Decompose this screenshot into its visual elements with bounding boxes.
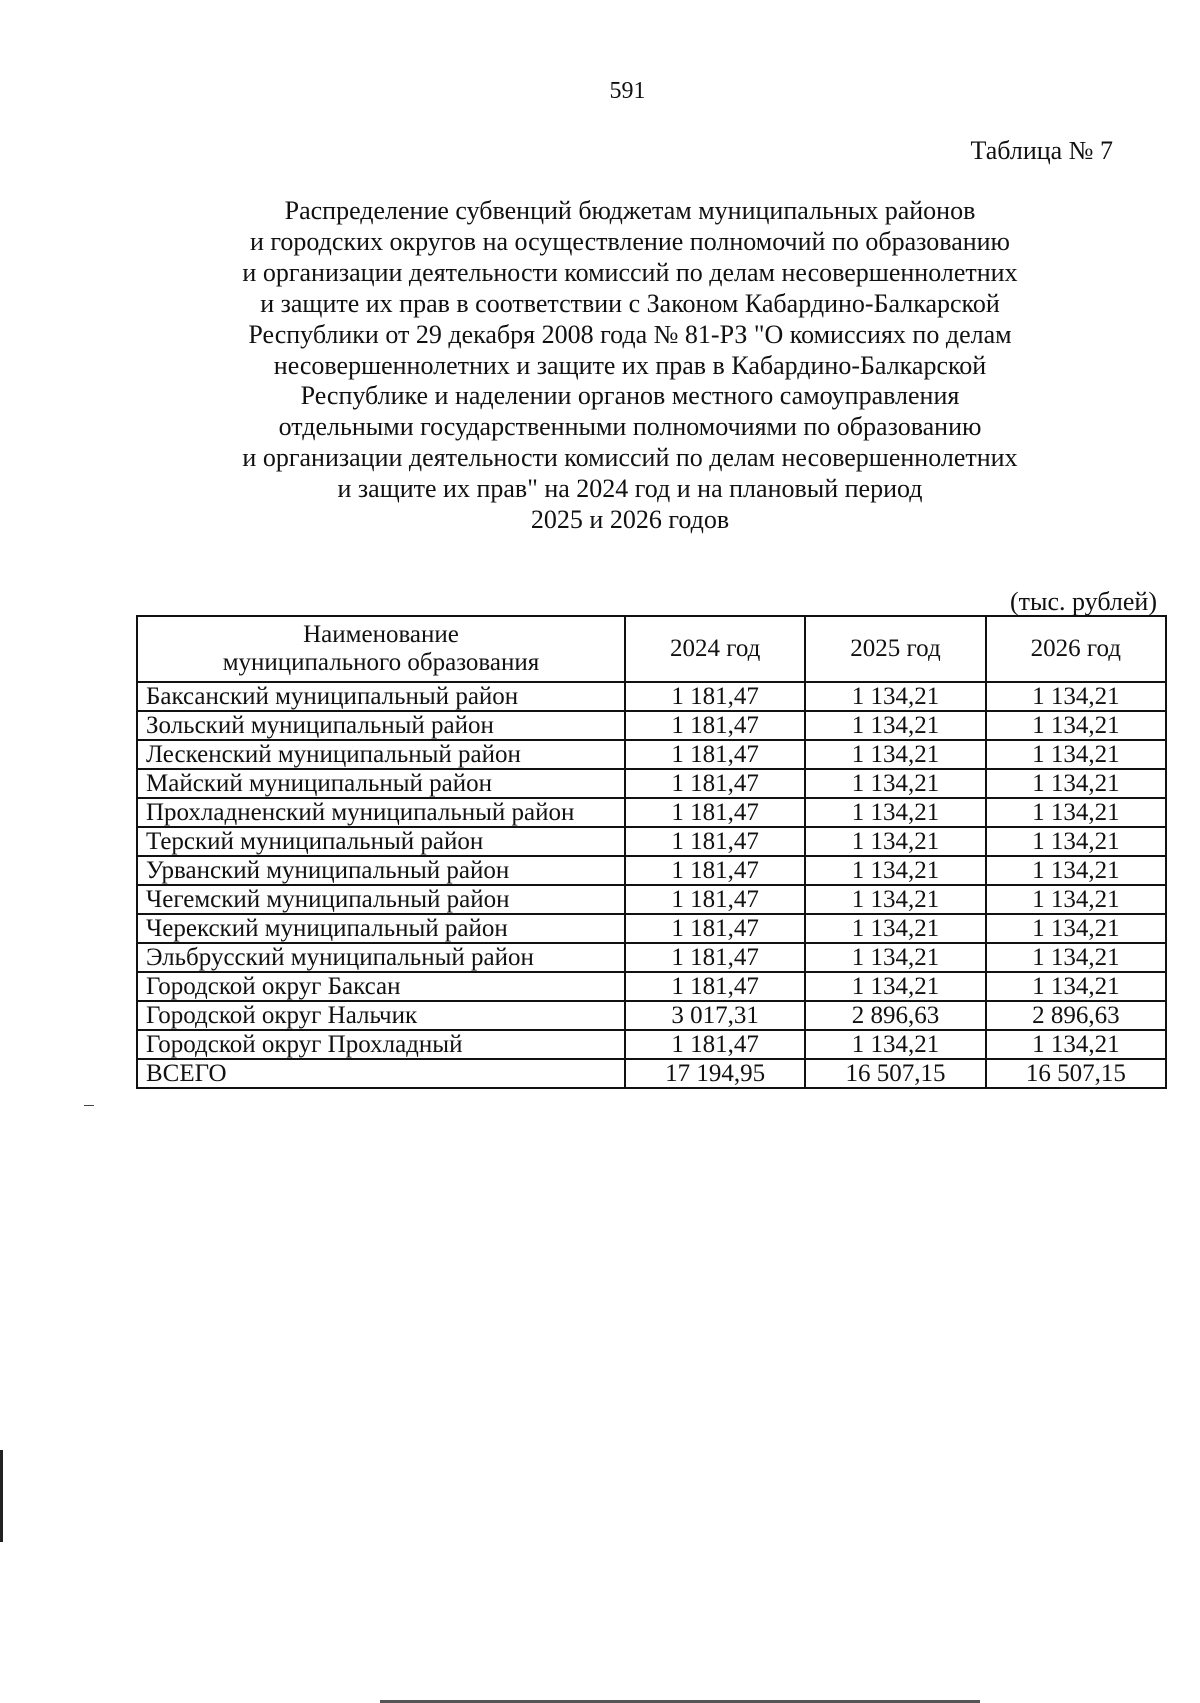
table-row <box>137 914 1166 943</box>
row-2025: 1 134,21 <box>805 740 985 769</box>
row-2024: 1 181,47 <box>625 1030 805 1059</box>
total-label: ВСЕГО <box>137 1059 625 1088</box>
subvention-table <box>136 615 1167 1089</box>
header-name-line2: муниципального образования <box>222 649 540 676</box>
header-name-line1: Наименование <box>303 621 459 648</box>
title-line: Распределение субвенций бюджетам муниципальных районов <box>284 196 976 225</box>
row-2026: 1 134,21 <box>986 1030 1166 1059</box>
document-title <box>160 196 1100 536</box>
row-2026: 1 134,21 <box>986 972 1166 1001</box>
table-row <box>137 682 1166 711</box>
table-row <box>137 856 1166 885</box>
row-2025: 1 134,21 <box>805 943 985 972</box>
title-line: несовершеннолетних и защите их прав в Кабардино-Балкарской <box>273 350 987 380</box>
table-row <box>137 740 1166 769</box>
row-name: Зольский муниципальный район <box>137 711 625 740</box>
title-line: и организации деятельности комиссий по делам несовершеннолетних <box>242 443 1018 473</box>
row-2024: 1 181,47 <box>625 885 805 914</box>
row-2025: 1 134,21 <box>805 885 985 914</box>
units-note: (тыс. рублей) <box>1009 587 1157 616</box>
row-2024: 1 181,47 <box>625 740 805 769</box>
row-2025: 1 134,21 <box>805 711 985 740</box>
row-name: Прохладненский муниципальный район <box>137 798 625 827</box>
scan-speck <box>84 1105 94 1106</box>
row-2024: 1 181,47 <box>625 827 805 856</box>
table-label: Таблица № 7 <box>970 136 1113 165</box>
binding-margin-mark <box>0 1450 3 1542</box>
row-2024: 1 181,47 <box>625 856 805 885</box>
title-line: и защите их прав в соответствии с Законом Кабардино-Балкарской <box>260 288 1000 318</box>
row-2025: 1 134,21 <box>805 827 985 856</box>
row-2024: 1 181,47 <box>625 711 805 740</box>
row-name: Городской округ Баксан <box>137 972 625 1001</box>
header-2025: 2025 год <box>805 616 985 682</box>
table-row <box>137 769 1166 798</box>
title-line: и организации деятельности комиссий по делам несовершеннолетних <box>242 257 1018 287</box>
title-line: Республике и наделении органов местного самоуправления <box>300 381 960 411</box>
row-2024: 3 017,31 <box>625 1001 805 1030</box>
row-2026: 1 134,21 <box>986 885 1166 914</box>
row-name: Баксанский муниципальный район <box>137 682 625 711</box>
row-2026: 1 134,21 <box>986 740 1166 769</box>
table-row <box>137 972 1166 1001</box>
row-2026: 1 134,21 <box>986 711 1166 740</box>
row-2025: 1 134,21 <box>805 682 985 711</box>
table-total-row <box>137 1059 1166 1088</box>
row-2024: 1 181,47 <box>625 943 805 972</box>
row-2026: 1 134,21 <box>986 943 1166 972</box>
table-row <box>137 827 1166 856</box>
title-line: Республики от 29 декабря 2008 года № 81-РЗ "О комиссиях по делам <box>248 319 1012 349</box>
total-2025: 16 507,15 <box>805 1059 985 1088</box>
row-2025: 1 134,21 <box>805 856 985 885</box>
row-2024: 1 181,47 <box>625 914 805 943</box>
header-2024: 2024 год <box>625 616 805 682</box>
row-2024: 1 181,47 <box>625 769 805 798</box>
table-row <box>137 885 1166 914</box>
table-row <box>137 1030 1166 1059</box>
row-2026: 2 896,63 <box>986 1001 1166 1030</box>
row-2025: 1 134,21 <box>805 972 985 1001</box>
title-line: и городских округов на осуществление полномочий по образованию <box>250 226 1010 256</box>
row-2026: 1 134,21 <box>986 856 1166 885</box>
table-row <box>137 711 1166 740</box>
title-line: и защите их прав" на 2024 год и на плановый период <box>337 474 923 504</box>
row-name: Городской округ Нальчик <box>137 1001 625 1030</box>
row-name: Терский муниципальный район <box>137 827 625 856</box>
row-2026: 1 134,21 <box>986 769 1166 798</box>
row-name: Черекский муниципальный район <box>137 914 625 943</box>
row-2026: 1 134,21 <box>986 827 1166 856</box>
title-line: отдельными государственными полномочиями по образованию <box>278 412 982 442</box>
row-name: Городской округ Прохладный <box>137 1030 625 1059</box>
table-row <box>137 943 1166 972</box>
row-name: Чегемский муниципальный район <box>137 885 625 914</box>
row-name: Майский муниципальный район <box>137 769 625 798</box>
header-2026: 2026 год <box>986 616 1166 682</box>
title-line: 2025 и 2026 годов <box>530 505 730 535</box>
row-2025: 1 134,21 <box>805 1030 985 1059</box>
row-2025: 1 134,21 <box>805 798 985 827</box>
row-2026: 1 134,21 <box>986 914 1166 943</box>
row-2024: 1 181,47 <box>625 798 805 827</box>
row-2025: 2 896,63 <box>805 1001 985 1030</box>
row-name: Урванский муниципальный район <box>137 856 625 885</box>
row-name: Лескенский муниципальный район <box>137 740 625 769</box>
total-2024: 17 194,95 <box>625 1059 805 1088</box>
table-row <box>137 1001 1166 1030</box>
row-2025: 1 134,21 <box>805 914 985 943</box>
row-2026: 1 134,21 <box>986 798 1166 827</box>
header-name <box>137 616 625 682</box>
total-2026: 16 507,15 <box>986 1059 1166 1088</box>
row-2024: 1 181,47 <box>625 682 805 711</box>
row-2024: 1 181,47 <box>625 972 805 1001</box>
row-name: Эльбрусский муниципальный район <box>137 943 625 972</box>
table-header-row <box>137 616 1166 682</box>
table-row <box>137 798 1166 827</box>
row-2026: 1 134,21 <box>986 682 1166 711</box>
row-2025: 1 134,21 <box>805 769 985 798</box>
page-number: 591 <box>609 78 646 104</box>
